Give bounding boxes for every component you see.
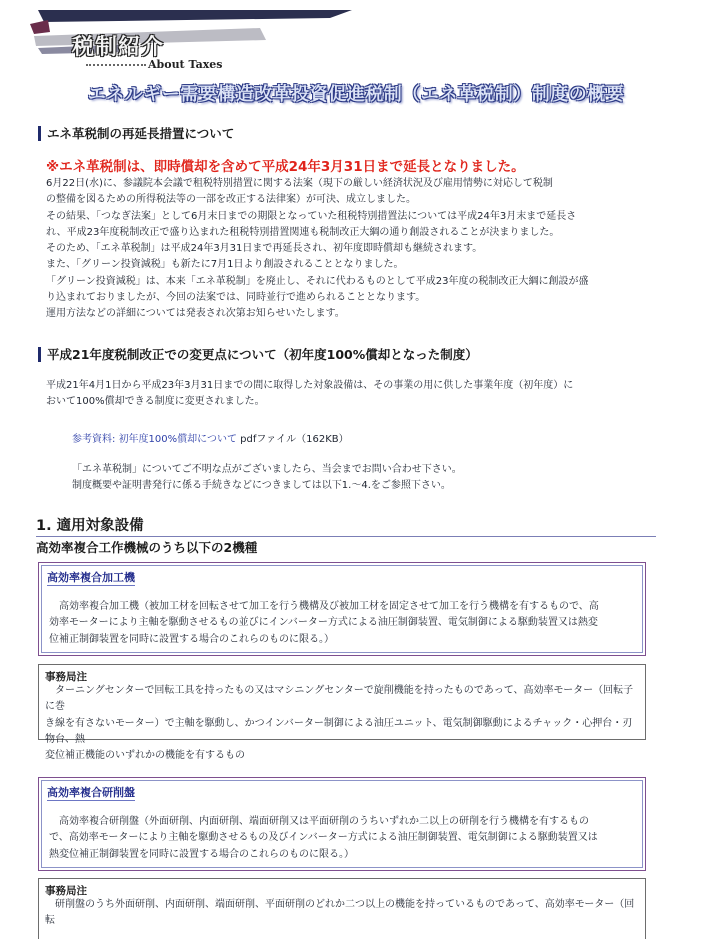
text-line: おいて100%償却できる制度に変更されました。 bbox=[46, 396, 265, 408]
contact-paragraph bbox=[72, 462, 652, 495]
text-line: その結果、「つなぎ法案」として6月末日までの期限となっていた租税特別措置法については平成24年3月末まで延長さ bbox=[46, 210, 577, 222]
text-line: 研削盤のうち外面研削、内面研削、端面研削、平面研削のどれか二つ以上の機能を持っているものであって、高効率モーター（回転 bbox=[45, 899, 635, 927]
text-line: の整備を図るための所得税法等の一部を改正する法律案）が可決、成立しました。 bbox=[46, 194, 416, 206]
text-line: また、「グリーン投資減税」も新たに7月1日より創設されることとなりました。 bbox=[46, 259, 404, 271]
changes-paragraph bbox=[46, 378, 666, 411]
logo-english: About Taxes bbox=[148, 58, 223, 71]
extension-alert: ※エネ革税制は、即時償却を含めて平成24年3月31日まで延長となりました。 bbox=[46, 159, 525, 175]
equipment-heading: 1. 適用対象設備 bbox=[36, 514, 656, 537]
section-heading-extension: エネ革税制の再延長措置について bbox=[38, 126, 234, 141]
machine-description bbox=[49, 814, 637, 863]
machine-box-compound-grinder bbox=[38, 777, 646, 871]
text-line: き線を有さないモーター）で主軸を駆動し、かつインバーター制御による油圧ユニット、電気制御駆動によるチャック・心押台・刃物台、熱 bbox=[45, 717, 633, 745]
secretariat-note bbox=[38, 878, 646, 939]
reference-line bbox=[72, 430, 349, 445]
note-title: 事務局注 bbox=[45, 671, 87, 683]
about-taxes-banner bbox=[30, 8, 360, 71]
text-line: 高効率複合研削盤（外面研削、内面研削、端面研削又は平面研削のうちいずれか二以上の研削を行う機構を有するもの bbox=[59, 816, 589, 827]
machine-title: 高効率複合加工機 bbox=[47, 571, 135, 584]
reference-pdf-link[interactable]: 初年度100%償却について bbox=[118, 434, 237, 445]
reference-label: 参考資料: bbox=[72, 434, 116, 445]
text-line: 変位補正機能のいずれかの機能を有するもの bbox=[45, 750, 245, 762]
text-line: 高効率複合加工機（被加工材を回転させて加工を行う機構及び被加工材を固定させて加工を行う機構を有するもので、高 bbox=[59, 601, 599, 612]
machine-description bbox=[49, 599, 637, 648]
reference-file-info: pdfファイル（162KB） bbox=[240, 434, 349, 445]
note-text bbox=[45, 683, 639, 764]
machine-title: 高効率複合研削盤 bbox=[47, 786, 135, 799]
text-line: ターニングセンターで回転工具を持ったもの又はマシニングセンターで旋削機能を持ったものであって、高効率モーター（回転子に巻 bbox=[45, 685, 634, 713]
text-line: 「グリーン投資減税」は、本来「エネ革税制」を廃止し、それに代わるものとして平成23年度の税制改正大綱に創設が盛 bbox=[46, 275, 589, 287]
text-line: で、高効率モーターにより主軸を駆動させるもの及びインバーター方式による油圧制御装置、電気制御による駆動装置又は bbox=[49, 832, 598, 844]
logo-japanese: 税制紹介 bbox=[72, 34, 165, 60]
text-line: そのため、「エネ革税制」は平成24年3月31日まで再延長され、初年度即時償却も継続されます。 bbox=[46, 243, 483, 255]
text-line: り込まれておりましたが、今回の法案では、同時並行で進められることとなります。 bbox=[46, 292, 426, 304]
page-title: エネルギー需要構造改革投資促進税制（エネ革税制）制度の概要 bbox=[87, 84, 625, 105]
extension-paragraph bbox=[46, 176, 666, 323]
text-line: 平成21年4月1日から平成23年3月31日までの間に取得した対象設備は、その事業の用に供した事業年度（初年度）に bbox=[46, 380, 574, 391]
secretariat-note bbox=[38, 664, 646, 762]
equipment-subheading: 高効率複合工作機械のうち以下の2機種 bbox=[36, 540, 258, 555]
machine-box-compound-processor bbox=[38, 562, 646, 656]
text-line: 制度概要や証明書発行に係る手続きなどにつきましては以下1.～4.をご参照下さい。 bbox=[72, 480, 451, 492]
text-line: 熱変位補正制御装置を同時に設置する場合のこれらのものに限る。） bbox=[49, 848, 354, 860]
text-line: れ、平成23年度税制改正で盛り込まれた租税特別措置関連も税制改正大綱の通り創設されることが決まりました。 bbox=[46, 226, 560, 238]
logo-dotted-line bbox=[86, 64, 146, 66]
text-line: 位補正制御装置を同時に設置する場合のこれらのものに限る。） bbox=[49, 633, 334, 645]
note-title: 事務局注 bbox=[45, 885, 87, 897]
text-line: 効率モーターにより主軸を駆動させるもの並びにインバーター方式による油圧制御装置、電気制御による駆動装置又は熱変 bbox=[49, 617, 598, 629]
section-heading-changes: 平成21年度税制改正での変更点について（初年度100%償却となった制度） bbox=[38, 347, 478, 362]
text-line: 運用方法などの詳細については発表され次第お知らせいたします。 bbox=[46, 308, 345, 320]
text-line: 6月22日(水)に、参議院本会議で租税特別措置に関する法案（現下の厳しい経済状況及び雇用情勢に対応して税制 bbox=[46, 178, 553, 189]
text-line: 「エネ革税制」についてご不明な点がございましたら、当会までお問い合わせ下さい。 bbox=[72, 464, 462, 475]
note-text bbox=[45, 897, 639, 930]
